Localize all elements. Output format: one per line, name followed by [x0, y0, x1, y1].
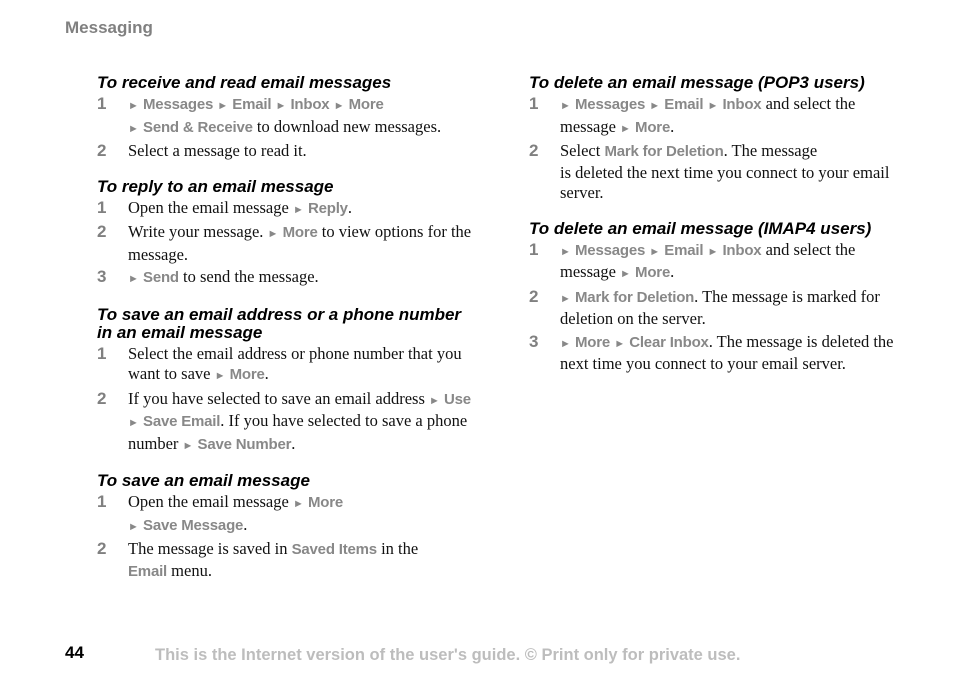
- page-number: 44: [65, 643, 84, 662]
- menu-arrow-icon: ►: [128, 520, 139, 533]
- menu-arrow-icon: ►: [267, 228, 279, 240]
- instruction-step: [529, 287, 909, 330]
- step-text-run: . The message is marked for deletion on the server.: [560, 286, 880, 328]
- step-text: [560, 141, 909, 204]
- instruction-section: [529, 74, 909, 204]
- step-text: [128, 94, 477, 139]
- menu-keyword: Clear Inbox: [629, 333, 709, 351]
- menu-keyword: Messages: [575, 96, 646, 113]
- step-text-run: . If you have selected to save a phone number: [128, 411, 468, 453]
- step-number: 3: [97, 267, 107, 286]
- step-text: [560, 94, 909, 139]
- step-text: [128, 344, 477, 387]
- left-column: [97, 74, 477, 598]
- menu-keyword: Messages: [143, 96, 214, 113]
- menu-arrow-icon: ►: [275, 100, 287, 112]
- step-number: 2: [529, 141, 539, 160]
- step-text-run: .: [347, 197, 352, 217]
- step-text: [560, 332, 909, 375]
- instruction-section: [97, 178, 477, 290]
- section-title: To delete an email message (IMAP4 users): [529, 218, 872, 238]
- instruction-step: [97, 222, 477, 265]
- menu-keyword: Messages: [575, 241, 646, 259]
- step-text-run: The message is saved in: [128, 539, 292, 558]
- step-text: [128, 539, 477, 582]
- step-number: 2: [97, 388, 107, 408]
- instruction-step: [529, 141, 909, 204]
- step-number: 2: [97, 222, 107, 241]
- instruction-step: [97, 198, 477, 221]
- menu-keyword: Send & Receive: [143, 118, 253, 136]
- menu-keyword: Email: [664, 96, 704, 113]
- menu-arrow-icon: ►: [649, 100, 661, 112]
- section-title: To save an email address or a phone number in an email message: [97, 304, 462, 342]
- footer-notice: This is the Internet version of the user's guide. © Print only for private use.: [155, 646, 741, 664]
- menu-keyword: Save Email: [143, 413, 221, 430]
- menu-keyword: Reply: [307, 199, 348, 217]
- menu-arrow-icon: ►: [128, 273, 139, 285]
- instruction-step: [529, 332, 909, 375]
- step-text-run: If you have selected to save an email address: [128, 388, 430, 408]
- step-number: 1: [97, 492, 107, 511]
- step-text-run: is deleted the next time you connect to your email server.: [560, 162, 890, 202]
- instruction-section: [97, 472, 477, 582]
- menu-arrow-icon: ►: [560, 292, 571, 305]
- menu-arrow-icon: ►: [614, 337, 626, 350]
- step-number: 1: [97, 94, 107, 113]
- instruction-step: [97, 94, 477, 139]
- menu-keyword: More: [229, 366, 265, 383]
- instruction-step: [97, 539, 477, 582]
- menu-arrow-icon: ►: [292, 498, 304, 510]
- step-text-run: .: [670, 262, 675, 281]
- menu-keyword: Mark for Deletion: [575, 288, 695, 306]
- step-number: 1: [529, 239, 539, 259]
- menu-arrow-icon: ►: [292, 203, 304, 216]
- instruction-step: [529, 94, 909, 139]
- step-text-run: Select: [560, 141, 605, 160]
- menu-keyword: Inbox: [722, 241, 762, 259]
- menu-keyword: Email: [232, 96, 272, 113]
- instruction-step: [97, 344, 477, 387]
- menu-arrow-icon: ►: [128, 100, 139, 112]
- step-text-run: and select the message: [560, 94, 856, 136]
- section-title: To save an email message: [97, 471, 310, 490]
- step-text-run: menu.: [167, 560, 212, 580]
- instruction-step: [97, 141, 477, 162]
- step-text-run: .: [264, 364, 269, 383]
- step-number: 2: [97, 141, 107, 160]
- menu-keyword: Inbox: [290, 96, 330, 113]
- step-text-run: to view options for the message.: [128, 222, 472, 264]
- menu-keyword: More: [282, 224, 318, 241]
- step-text-run: .: [291, 433, 296, 453]
- menu-keyword: Email: [128, 562, 168, 580]
- step-text: [560, 240, 909, 285]
- step-text: [128, 222, 477, 265]
- instruction-section: [529, 220, 909, 375]
- step-text-run: in the: [376, 539, 419, 558]
- step-text: [128, 198, 477, 221]
- step-text-run: to send the message.: [178, 267, 319, 286]
- menu-keyword: Send: [143, 269, 179, 286]
- menu-arrow-icon: ►: [333, 100, 345, 112]
- instruction-step: [97, 267, 477, 290]
- step-number: 1: [529, 94, 539, 113]
- menu-keyword: More: [635, 118, 671, 136]
- section-title: To receive and read email messages: [97, 73, 392, 92]
- menu-arrow-icon: ►: [707, 100, 719, 112]
- menu-arrow-icon: ►: [560, 245, 571, 258]
- step-text-run: Select the email address or phone number that you want to save: [128, 343, 462, 383]
- menu-keyword: Inbox: [722, 96, 762, 113]
- step-text-run: .: [243, 514, 248, 534]
- menu-keyword: Mark for Deletion: [604, 143, 724, 160]
- instruction-section: [97, 306, 477, 457]
- menu-arrow-icon: ►: [649, 245, 661, 258]
- menu-keyword: Save Number: [197, 435, 292, 453]
- step-text-run: .: [670, 116, 675, 136]
- step-number: 2: [529, 286, 539, 306]
- menu-arrow-icon: ►: [182, 439, 194, 452]
- step-text-run: Open the email message: [128, 492, 293, 511]
- step-text-run: and select the message: [560, 239, 856, 281]
- menu-arrow-icon: ►: [217, 100, 229, 112]
- menu-keyword: Use: [444, 390, 471, 408]
- step-text-run: Open the email message: [128, 197, 293, 217]
- section-title: To delete an email message (POP3 users): [529, 73, 865, 92]
- menu-arrow-icon: ►: [560, 100, 571, 112]
- menu-arrow-icon: ►: [429, 394, 440, 407]
- instruction-step: [97, 492, 477, 537]
- right-column: [529, 74, 909, 391]
- menu-keyword: More: [348, 96, 384, 113]
- step-number: 3: [529, 331, 539, 351]
- chapter-header: Messaging: [65, 18, 153, 37]
- instruction-step: [97, 389, 477, 457]
- menu-keyword: Saved Items: [291, 541, 377, 558]
- menu-arrow-icon: ►: [620, 268, 631, 280]
- step-number: 1: [97, 343, 107, 363]
- step-number: 2: [97, 539, 107, 558]
- step-text: [560, 287, 909, 330]
- step-text-run: . The message: [723, 141, 818, 160]
- step-text-run: Select a message to read it.: [128, 141, 307, 160]
- menu-arrow-icon: ►: [214, 370, 226, 382]
- menu-arrow-icon: ►: [707, 245, 719, 258]
- instruction-section: [97, 74, 477, 162]
- menu-keyword: Save Message: [143, 516, 244, 534]
- menu-keyword: More: [307, 494, 344, 511]
- menu-arrow-icon: ►: [128, 122, 139, 135]
- step-text: [128, 389, 477, 457]
- step-text-run: . The message is deleted the next time you connect to your email server.: [560, 331, 894, 373]
- menu-keyword: More: [635, 264, 671, 281]
- step-text-run: to download new messages.: [252, 116, 442, 136]
- menu-keyword: More: [575, 333, 611, 351]
- step-text: [128, 267, 477, 290]
- step-number: 1: [97, 197, 107, 217]
- step-text: [128, 492, 477, 537]
- step-text-run: Write your message.: [128, 222, 268, 241]
- menu-keyword: Email: [664, 241, 704, 259]
- menu-arrow-icon: ►: [620, 122, 631, 135]
- menu-arrow-icon: ►: [128, 417, 139, 429]
- menu-arrow-icon: ►: [560, 337, 571, 350]
- section-title: To reply to an email message: [97, 176, 334, 196]
- instruction-step: [529, 240, 909, 285]
- step-text: [128, 141, 477, 162]
